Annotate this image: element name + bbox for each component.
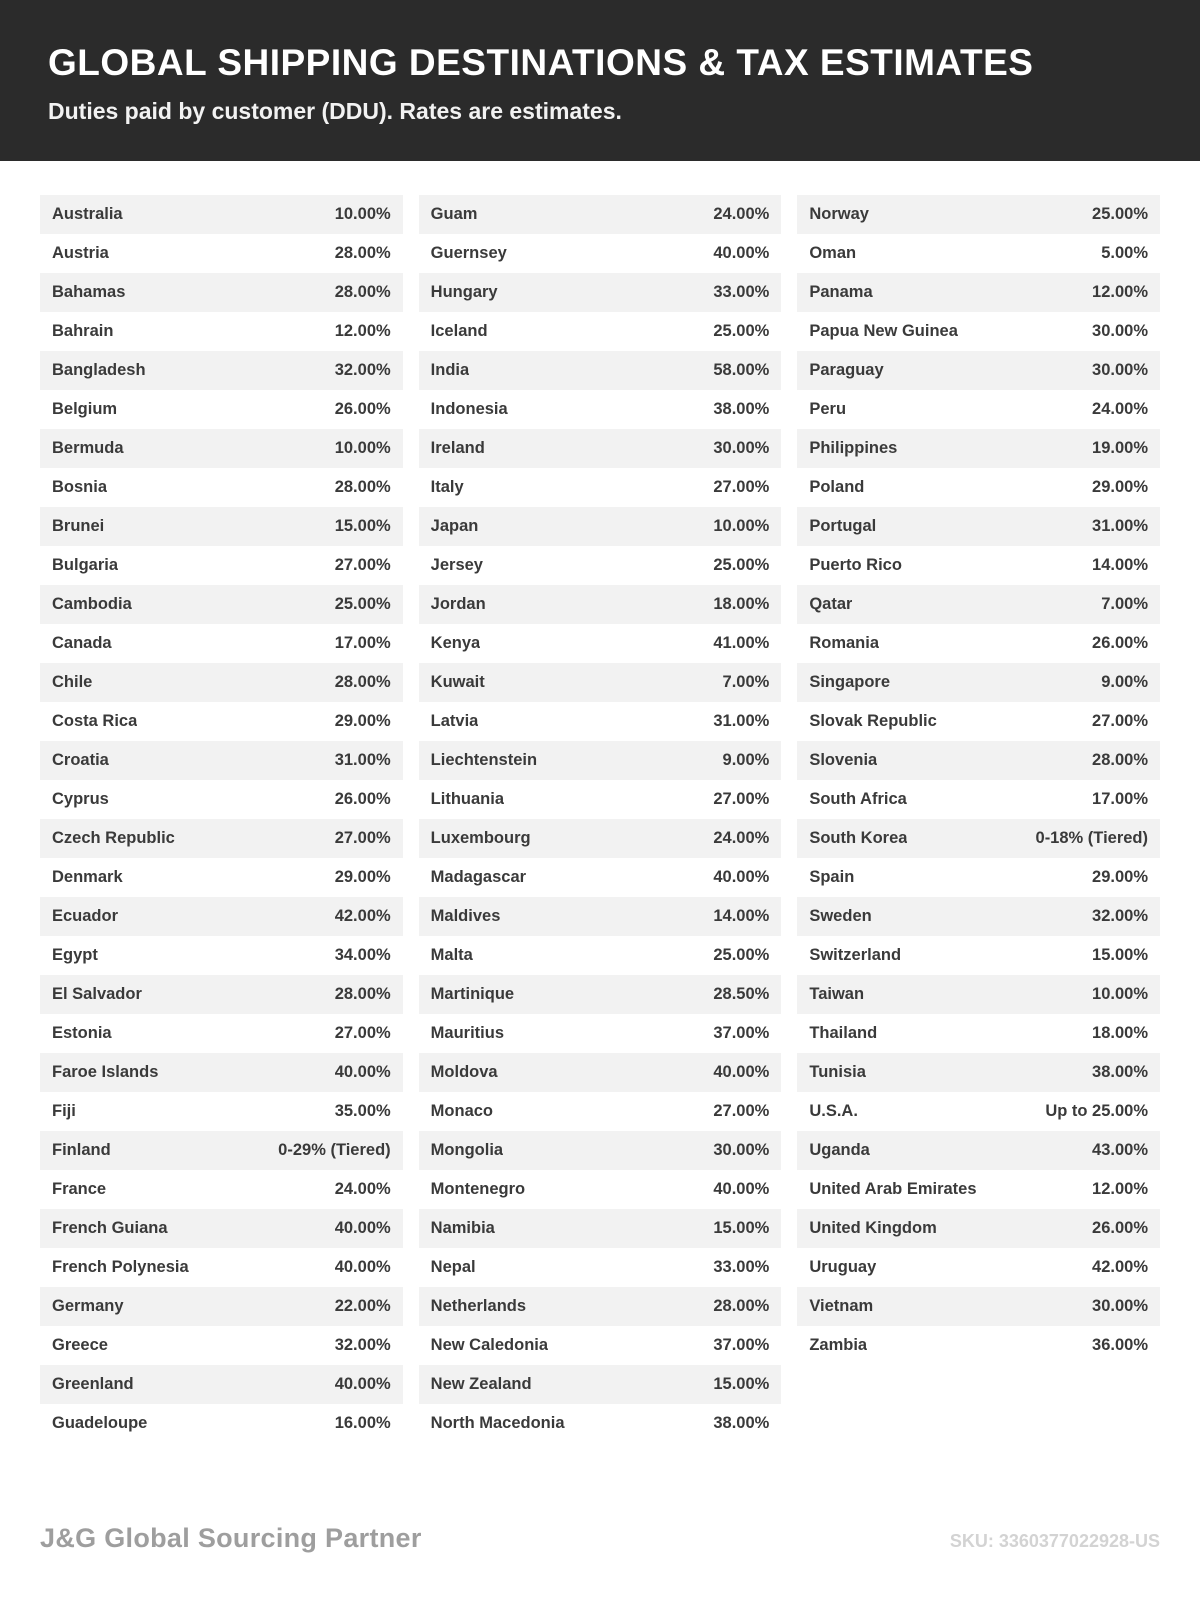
tax-rate: 40.00% — [334, 1375, 391, 1393]
country-name: New Caledonia — [430, 1336, 549, 1354]
table-row — [419, 936, 782, 975]
tax-rate: 33.00% — [713, 1258, 770, 1276]
tax-rate: 27.00% — [334, 556, 391, 574]
country-name: Australia — [52, 205, 123, 223]
tax-rate: 16.00% — [334, 1414, 391, 1432]
country-name: Fiji — [52, 1102, 76, 1120]
table-row — [419, 1404, 782, 1443]
table-row — [419, 507, 782, 546]
table-row — [797, 1248, 1160, 1287]
table-row — [419, 1014, 782, 1053]
table-row — [797, 780, 1160, 819]
tax-rate: 29.00% — [1092, 478, 1149, 496]
table-row — [40, 897, 403, 936]
table-row — [797, 312, 1160, 351]
country-name: Latvia — [430, 712, 479, 730]
table-row — [40, 429, 403, 468]
tax-table — [0, 161, 1200, 1443]
country-name: Malta — [430, 946, 473, 964]
tax-rate: 31.00% — [1092, 517, 1149, 535]
page-title: GLOBAL SHIPPING DESTINATIONS & TAX ESTIMATES — [48, 42, 1034, 83]
country-name: Taiwan — [809, 985, 865, 1003]
country-name: Jordan — [430, 595, 486, 613]
table-row — [40, 1209, 403, 1248]
country-name: Moldova — [430, 1063, 498, 1081]
tax-column-3 — [797, 195, 1160, 1443]
tax-rate: 0-18% (Tiered) — [1035, 829, 1149, 847]
country-name: New Zealand — [430, 1375, 532, 1393]
table-row — [419, 195, 782, 234]
country-name: French Polynesia — [52, 1258, 189, 1276]
tax-rate: 29.00% — [1092, 868, 1149, 886]
country-name: Cambodia — [52, 595, 132, 613]
table-row — [419, 741, 782, 780]
tax-rate: 27.00% — [334, 1024, 391, 1042]
tax-rate: 28.00% — [334, 673, 391, 691]
tax-rate: 19.00% — [1092, 439, 1149, 457]
table-row — [797, 1131, 1160, 1170]
table-row — [40, 936, 403, 975]
tax-rate: 12.00% — [1092, 283, 1149, 301]
tax-rate: 28.00% — [713, 1297, 770, 1315]
country-name: Cyprus — [52, 790, 109, 808]
country-name: United Arab Emirates — [809, 1180, 977, 1198]
table-row — [40, 780, 403, 819]
country-name: Mauritius — [430, 1024, 505, 1042]
tax-rate: 22.00% — [334, 1297, 391, 1315]
country-name: Luxembourg — [430, 829, 531, 847]
tax-rate: 14.00% — [1092, 556, 1149, 574]
tax-rate: 40.00% — [713, 1063, 770, 1081]
country-name: Liechtenstein — [430, 751, 538, 769]
tax-rate: 24.00% — [713, 829, 770, 847]
tax-rate: 26.00% — [1092, 1219, 1149, 1237]
table-row — [40, 351, 403, 390]
table-row — [419, 975, 782, 1014]
table-row — [419, 351, 782, 390]
tax-rate: 38.00% — [1092, 1063, 1149, 1081]
tax-rate: 25.00% — [713, 322, 770, 340]
country-name: Portugal — [809, 517, 877, 535]
tax-rate: 30.00% — [713, 439, 770, 457]
table-row — [797, 585, 1160, 624]
table-row — [419, 1131, 782, 1170]
table-row — [40, 390, 403, 429]
tax-rate: 28.00% — [334, 283, 391, 301]
table-row — [419, 1326, 782, 1365]
country-name: Italy — [430, 478, 464, 496]
table-row — [40, 1365, 403, 1404]
country-name: Oman — [809, 244, 857, 262]
tax-rate: 17.00% — [334, 634, 391, 652]
table-row — [797, 858, 1160, 897]
page-subtitle: Duties paid by customer (DDU). Rates are estimates. — [48, 98, 622, 124]
tax-rate: 38.00% — [713, 400, 770, 418]
table-row — [419, 858, 782, 897]
table-row — [419, 468, 782, 507]
country-name: Kuwait — [430, 673, 485, 691]
tax-rate: 40.00% — [334, 1258, 391, 1276]
country-name: Ireland — [430, 439, 485, 457]
table-row — [797, 897, 1160, 936]
tax-rate: 24.00% — [334, 1180, 391, 1198]
tax-rate: 31.00% — [713, 712, 770, 730]
country-name: Japan — [430, 517, 479, 535]
tax-rate: 37.00% — [713, 1336, 770, 1354]
country-name: Croatia — [52, 751, 109, 769]
table-row — [40, 858, 403, 897]
table-row — [40, 1053, 403, 1092]
tax-rate: 40.00% — [334, 1063, 391, 1081]
tax-rate: 43.00% — [1092, 1141, 1149, 1159]
country-name: Jersey — [430, 556, 483, 574]
table-row — [40, 195, 403, 234]
table-row — [797, 1170, 1160, 1209]
table-row — [40, 1404, 403, 1443]
tax-rate: 5.00% — [1101, 244, 1149, 262]
table-row — [40, 273, 403, 312]
tax-rate: 26.00% — [334, 790, 391, 808]
table-row — [797, 234, 1160, 273]
country-name: Poland — [809, 478, 865, 496]
tax-rate: 40.00% — [334, 1219, 391, 1237]
country-name: Lithuania — [430, 790, 505, 808]
tax-rate: 30.00% — [1092, 361, 1149, 379]
tax-rate: 29.00% — [334, 868, 391, 886]
table-row — [40, 1092, 403, 1131]
table-row — [419, 546, 782, 585]
tax-rate: 27.00% — [1092, 712, 1149, 730]
tax-rate: 42.00% — [1092, 1258, 1149, 1276]
country-name: Martinique — [430, 985, 515, 1003]
tax-rate: 29.00% — [334, 712, 391, 730]
country-name: Guernsey — [430, 244, 507, 262]
country-name: Zambia — [809, 1336, 868, 1354]
country-name: Guadeloupe — [52, 1414, 148, 1432]
table-row — [797, 936, 1160, 975]
table-row — [797, 273, 1160, 312]
country-name: Belgium — [52, 400, 118, 418]
table-row — [797, 624, 1160, 663]
tax-rate: 27.00% — [713, 790, 770, 808]
table-row — [40, 819, 403, 858]
country-name: Guam — [430, 205, 478, 223]
country-name: Indonesia — [430, 400, 508, 418]
tax-rate: 28.00% — [334, 478, 391, 496]
tax-rate: 30.00% — [1092, 322, 1149, 340]
table-row — [40, 1170, 403, 1209]
table-row — [419, 702, 782, 741]
country-name: Puerto Rico — [809, 556, 902, 574]
tax-rate: 25.00% — [334, 595, 391, 613]
table-row — [40, 507, 403, 546]
tax-rate: 38.00% — [713, 1414, 770, 1432]
footer — [0, 1523, 1200, 1554]
country-name: U.S.A. — [809, 1102, 858, 1120]
header — [0, 0, 1200, 161]
country-name: Norway — [809, 205, 869, 223]
table-row — [419, 585, 782, 624]
country-name: Brunei — [52, 517, 105, 535]
country-name: Romania — [809, 634, 880, 652]
tax-rate: 27.00% — [334, 829, 391, 847]
country-name: Paraguay — [809, 361, 884, 379]
tax-rate: 9.00% — [722, 751, 770, 769]
tax-rate: 31.00% — [334, 751, 391, 769]
tax-rate: 12.00% — [334, 322, 391, 340]
country-name: Maldives — [430, 907, 501, 925]
table-row — [419, 780, 782, 819]
country-name: Canada — [52, 634, 112, 652]
table-row — [797, 1092, 1160, 1131]
table-row — [797, 819, 1160, 858]
country-name: Uganda — [809, 1141, 870, 1159]
tax-rate: 7.00% — [1101, 595, 1149, 613]
tax-rate: 10.00% — [334, 439, 391, 457]
tax-rate: 26.00% — [334, 400, 391, 418]
country-name: Czech Republic — [52, 829, 175, 847]
table-row — [797, 429, 1160, 468]
table-row — [419, 312, 782, 351]
table-row — [40, 234, 403, 273]
table-row — [419, 1287, 782, 1326]
country-name: Bulgaria — [52, 556, 119, 574]
tax-column-1 — [40, 195, 403, 1443]
country-name: Vietnam — [809, 1297, 874, 1315]
country-name: Thailand — [809, 1024, 878, 1042]
country-name: Spain — [809, 868, 855, 886]
country-name: Slovak Republic — [809, 712, 937, 730]
country-name: Kenya — [430, 634, 481, 652]
tax-rate: 30.00% — [1092, 1297, 1149, 1315]
table-row — [419, 273, 782, 312]
tax-rate: 40.00% — [713, 244, 770, 262]
tax-rate: 15.00% — [1092, 946, 1149, 964]
table-row — [797, 468, 1160, 507]
tax-rate: 15.00% — [713, 1219, 770, 1237]
tax-rate: 37.00% — [713, 1024, 770, 1042]
country-name: Slovenia — [809, 751, 878, 769]
brand-name: J&G Global Sourcing Partner — [40, 1523, 422, 1553]
tax-rate: 10.00% — [1092, 985, 1149, 1003]
country-name: France — [52, 1180, 107, 1198]
tax-rate: 0-29% (Tiered) — [278, 1141, 391, 1159]
tax-rate: 32.00% — [334, 1336, 391, 1354]
country-name: Bosnia — [52, 478, 108, 496]
table-row — [419, 1092, 782, 1131]
country-name: Uruguay — [809, 1258, 877, 1276]
table-row — [419, 624, 782, 663]
country-name: Sweden — [809, 907, 872, 925]
country-name: Bangladesh — [52, 361, 146, 379]
tax-column-2 — [419, 195, 782, 1443]
tax-rate: 9.00% — [1101, 673, 1149, 691]
tax-rate: 36.00% — [1092, 1336, 1149, 1354]
tax-rate: Up to 25.00% — [1045, 1102, 1149, 1120]
country-name: Panama — [809, 283, 873, 301]
country-name: Greece — [52, 1336, 108, 1354]
tax-rate: 58.00% — [713, 361, 770, 379]
country-name: El Salvador — [52, 985, 142, 1003]
country-name: Tunisia — [809, 1063, 866, 1081]
tax-rate: 32.00% — [334, 361, 391, 379]
tax-rate: 15.00% — [713, 1375, 770, 1393]
table-row — [419, 663, 782, 702]
tax-rate: 32.00% — [1092, 907, 1149, 925]
table-row — [797, 351, 1160, 390]
tax-rate: 28.50% — [713, 985, 770, 1003]
country-name: South Korea — [809, 829, 908, 847]
table-row — [40, 624, 403, 663]
country-name: Faroe Islands — [52, 1063, 159, 1081]
country-name: Austria — [52, 244, 109, 262]
country-name: Namibia — [430, 1219, 495, 1237]
tax-rate: 27.00% — [713, 478, 770, 496]
table-row — [419, 897, 782, 936]
tax-rate: 28.00% — [1092, 751, 1149, 769]
tax-rate: 15.00% — [334, 517, 391, 535]
table-row — [797, 741, 1160, 780]
table-row — [40, 312, 403, 351]
table-row — [40, 585, 403, 624]
table-row — [40, 546, 403, 585]
country-name: Mongolia — [430, 1141, 504, 1159]
tax-rate: 24.00% — [713, 205, 770, 223]
country-name: Bermuda — [52, 439, 124, 457]
tax-rate: 33.00% — [713, 283, 770, 301]
table-row — [797, 663, 1160, 702]
table-row — [40, 702, 403, 741]
table-row — [419, 1053, 782, 1092]
tax-rate: 14.00% — [713, 907, 770, 925]
tax-rate: 30.00% — [713, 1141, 770, 1159]
table-row — [40, 1248, 403, 1287]
country-name: South Africa — [809, 790, 907, 808]
table-row — [419, 1170, 782, 1209]
country-name: Bahrain — [52, 322, 114, 340]
table-row — [419, 1248, 782, 1287]
country-name: India — [430, 361, 470, 379]
country-name: French Guiana — [52, 1219, 168, 1237]
tax-rate: 42.00% — [334, 907, 391, 925]
country-name: Finland — [52, 1141, 111, 1159]
country-name: Chile — [52, 673, 93, 691]
country-name: Singapore — [809, 673, 891, 691]
tax-rate: 34.00% — [334, 946, 391, 964]
table-row — [40, 1287, 403, 1326]
table-row — [40, 1014, 403, 1053]
tax-rate: 17.00% — [1092, 790, 1149, 808]
table-row — [40, 468, 403, 507]
table-row — [40, 663, 403, 702]
country-name: Egypt — [52, 946, 98, 964]
table-row — [797, 390, 1160, 429]
country-name: Costa Rica — [52, 712, 138, 730]
country-name: Iceland — [430, 322, 488, 340]
country-name: Montenegro — [430, 1180, 526, 1198]
tax-rate: 28.00% — [334, 244, 391, 262]
country-name: Estonia — [52, 1024, 112, 1042]
table-row — [419, 390, 782, 429]
country-name: Germany — [52, 1297, 124, 1315]
table-row — [797, 702, 1160, 741]
country-name: United Kingdom — [809, 1219, 937, 1237]
table-row — [797, 546, 1160, 585]
table-row — [40, 1131, 403, 1170]
tax-rate: 10.00% — [713, 517, 770, 535]
tax-rate: 25.00% — [713, 946, 770, 964]
country-name: Ecuador — [52, 907, 119, 925]
country-name: Monaco — [430, 1102, 494, 1120]
table-row — [419, 429, 782, 468]
country-name: North Macedonia — [430, 1414, 565, 1432]
tax-rate: 25.00% — [1092, 205, 1149, 223]
tax-rate: 12.00% — [1092, 1180, 1149, 1198]
country-name: Nepal — [430, 1258, 476, 1276]
country-name: Papua New Guinea — [809, 322, 958, 340]
tax-rate: 25.00% — [713, 556, 770, 574]
country-name: Peru — [809, 400, 847, 418]
country-name: Switzerland — [809, 946, 902, 964]
table-row — [419, 234, 782, 273]
country-name: Denmark — [52, 868, 123, 886]
tax-rate: 24.00% — [1092, 400, 1149, 418]
tax-rate: 35.00% — [334, 1102, 391, 1120]
tax-rate: 40.00% — [713, 868, 770, 886]
table-row — [797, 975, 1160, 1014]
table-row — [40, 741, 403, 780]
table-row — [797, 507, 1160, 546]
tax-rate: 18.00% — [1092, 1024, 1149, 1042]
table-row — [419, 1365, 782, 1404]
table-row — [419, 819, 782, 858]
table-row — [40, 975, 403, 1014]
table-row — [797, 1053, 1160, 1092]
tax-rate: 40.00% — [713, 1180, 770, 1198]
table-row — [797, 195, 1160, 234]
table-row — [40, 1326, 403, 1365]
country-name: Madagascar — [430, 868, 527, 886]
table-row — [419, 1209, 782, 1248]
country-name: Qatar — [809, 595, 853, 613]
table-row — [797, 1326, 1160, 1365]
country-name: Netherlands — [430, 1297, 527, 1315]
tax-rate: 41.00% — [713, 634, 770, 652]
sku-label: SKU: 3360377022928-US — [949, 1531, 1160, 1551]
tax-rate: 7.00% — [722, 673, 770, 691]
country-name: Greenland — [52, 1375, 134, 1393]
tax-rate: 26.00% — [1092, 634, 1149, 652]
table-row — [797, 1014, 1160, 1053]
tax-rate: 27.00% — [713, 1102, 770, 1120]
country-name: Bahamas — [52, 283, 126, 301]
country-name: Hungary — [430, 283, 498, 301]
tax-rate: 28.00% — [334, 985, 391, 1003]
table-row — [797, 1287, 1160, 1326]
tax-rate: 10.00% — [334, 205, 391, 223]
tax-rate: 18.00% — [713, 595, 770, 613]
table-row — [797, 1209, 1160, 1248]
country-name: Philippines — [809, 439, 898, 457]
